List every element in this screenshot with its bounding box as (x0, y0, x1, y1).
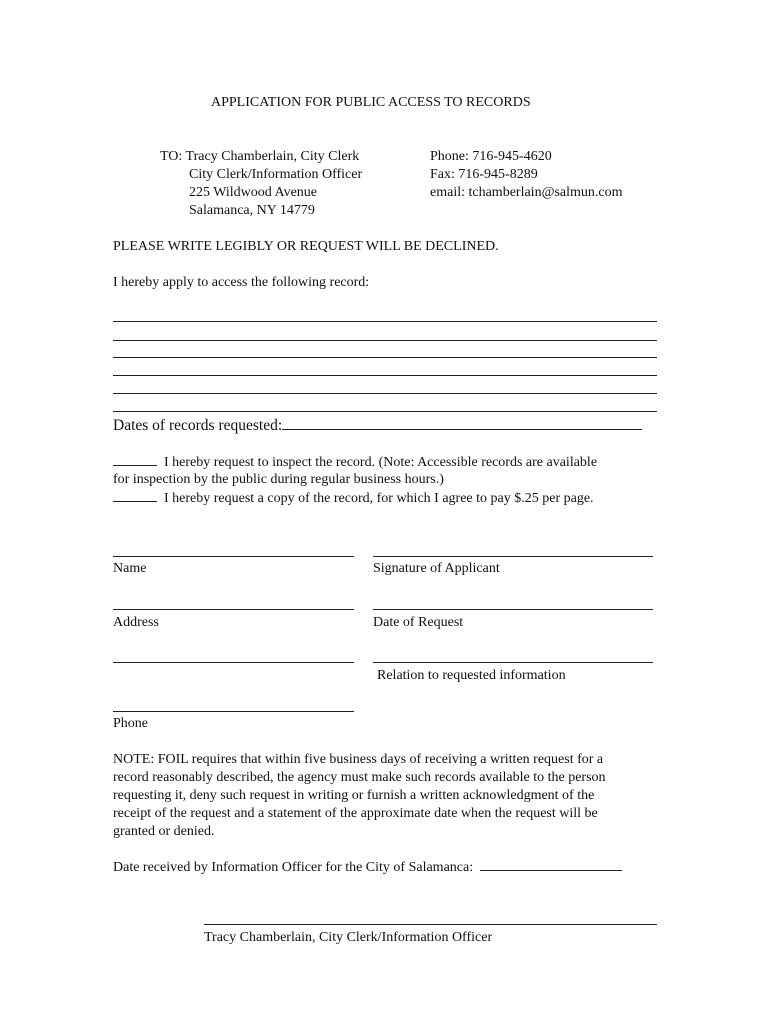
to-line-2: City Clerk/Information Officer (189, 167, 363, 182)
date-received-field[interactable] (480, 858, 622, 871)
signature-label: Signature of Applicant (373, 561, 500, 576)
relation-field[interactable] (373, 662, 653, 663)
copy-option-row (113, 489, 594, 508)
to-line-4: Salamanca, NY 14779 (189, 203, 315, 218)
officer-signature-label: Tracy Chamberlain, City Clerk/Information Officer (204, 930, 493, 945)
copy-option-text: I hereby request a copy of the record, for which I agree to pay $.25 per page. (164, 491, 594, 506)
officer-signature-field[interactable] (204, 924, 657, 925)
relation-label: Relation to requested information (377, 668, 566, 683)
phone-field[interactable] (113, 711, 354, 712)
phone-label: Phone (113, 716, 148, 731)
record-request-line[interactable] (113, 340, 657, 341)
form-title: APPLICATION FOR PUBLIC ACCESS TO RECORDS (211, 95, 531, 110)
apply-statement: I hereby apply to access the following record: (113, 275, 370, 290)
foil-note-line-2: record reasonably described, the agency must make such records available to the person (113, 770, 606, 785)
record-request-line[interactable] (113, 375, 657, 376)
date-received-label: Date received by Information Officer for the City of Salamanca: (113, 860, 474, 875)
record-request-line[interactable] (113, 411, 657, 412)
to-line-1: TO: Tracy Chamberlain, City Clerk (160, 149, 360, 164)
address-field[interactable] (113, 609, 354, 610)
legibility-warning: PLEASE WRITE LEGIBLY OR REQUEST WILL BE DECLINED. (113, 239, 499, 254)
inspect-option-note: for inspection by the public during regular business hours.) (113, 472, 444, 487)
inspect-option-row (113, 453, 597, 472)
contact-email: email: tchamberlain@salmun.com (430, 185, 623, 200)
record-request-line[interactable] (113, 357, 657, 358)
date-received-row (113, 858, 622, 877)
dates-requested-field[interactable] (282, 417, 642, 430)
date-of-request-field[interactable] (373, 609, 653, 610)
record-request-line[interactable] (113, 393, 657, 394)
to-line-3: 225 Wildwood Avenue (189, 185, 318, 200)
inspect-checkbox-blank[interactable] (113, 453, 157, 466)
foil-note-line-5: granted or denied. (113, 824, 215, 839)
copy-checkbox-blank[interactable] (113, 489, 157, 502)
name-field[interactable] (113, 556, 354, 557)
record-request-line[interactable] (113, 321, 657, 322)
inspect-option-text: I hereby request to inspect the record. (Note: Accessible records are available (164, 455, 598, 470)
foil-note-line-3: requesting it, deny such request in writing or furnish a written acknowledgment of the (113, 788, 595, 803)
address-label: Address (113, 615, 159, 630)
foil-note-line-4: receipt of the request and a statement of the approximate date when the request will be (113, 806, 598, 821)
date-of-request-label: Date of Request (373, 615, 464, 630)
address-field-2[interactable] (113, 662, 354, 663)
contact-phone: Phone: 716-945-4620 (430, 149, 552, 164)
dates-requested-label: Dates of records requested: (113, 417, 283, 434)
foil-note-line-1: NOTE: FOIL requires that within five business days of receiving a written request for a (113, 752, 604, 767)
name-label: Name (113, 561, 147, 576)
contact-fax: Fax: 716-945-8289 (430, 167, 538, 182)
signature-field[interactable] (373, 556, 653, 557)
dates-requested-row (113, 416, 642, 436)
